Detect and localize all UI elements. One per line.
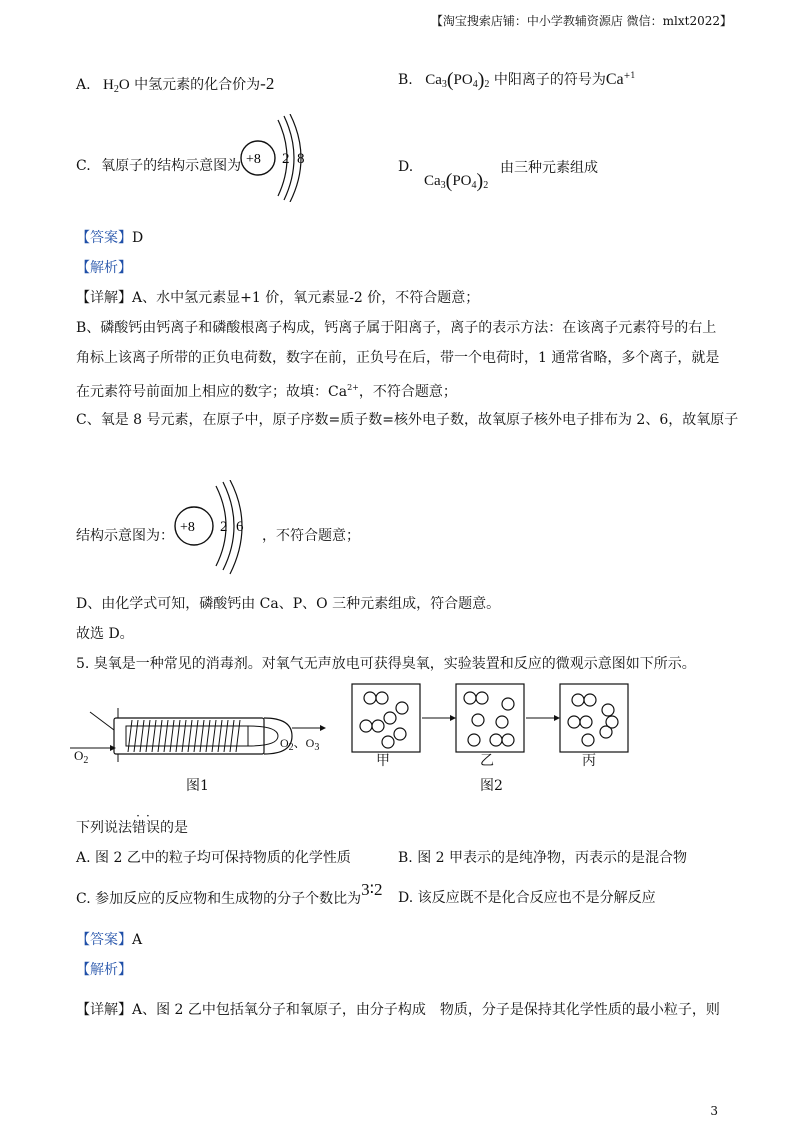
q5-question: 下列说法 ·· 错误的是 xyxy=(76,809,188,836)
svg-text:6: 6 xyxy=(236,519,244,535)
analysis-label-q5: 【解析】 xyxy=(76,962,132,978)
formula-h2o: $H_2O$ xyxy=(103,77,130,95)
option-b: B. $Ca_3(PO_4)_2$ 中阳离子的符号为$Ca^{+1}$ xyxy=(398,69,636,91)
figure-2-micro-diagram xyxy=(350,682,640,754)
q5-option-d: D. 该反应既不是化合反应也不是分解反应 xyxy=(398,890,656,906)
page-number: 3 xyxy=(710,1104,718,1118)
option-d-text: 由三种元素组成 xyxy=(500,160,598,176)
answer-line-q4: 【答案】D xyxy=(76,230,144,246)
q5-stem: 5. 臭氧是一种常见的消毒剂。对氧气无声放电可获得臭氧，实验装置和反应的微观示意图如下所示。 xyxy=(76,656,696,672)
option-c: C. 氧原子的结构示意图为 xyxy=(76,158,242,174)
detail-line-6-end: ，不符合题意； xyxy=(262,528,360,544)
figure-2-caption: 图2 xyxy=(480,778,503,794)
figure-2-label-bing: 丙 xyxy=(582,753,596,769)
detail-line-3: 角标上该离子所带的正负电荷数，数字在前，正负号在后，带一个电荷时，1 通常省略，多个离子，就是 xyxy=(76,350,720,366)
figure-1-outlet-label: $O_2$、$O_3$ xyxy=(280,736,320,753)
q5-option-b: B. 图 2 甲表示的是纯净物，丙表示的是混合物 xyxy=(398,850,687,866)
detail-line-5: C、氧是 8 号元素，在原子中，原子序数=质子数=核外电子数，故氧原子核外电子排布为 2、6，故氧原子 xyxy=(76,412,739,428)
detail-line-2: B、磷酸钙由钙离子和磷酸根离子构成，钙离子属于阳离子，离子的表示方法：在该离子元素符号的右上 xyxy=(76,320,717,336)
header-shop-note: 【淘宝搜索店铺：中小学教辅资源店 微信：mlxt2022】 xyxy=(430,14,732,28)
figure-2-label-jia: 甲 xyxy=(376,753,390,769)
svg-text:2: 2 xyxy=(220,519,228,535)
detail-line-6: 结构示意图为： xyxy=(76,528,174,544)
formula-ca3po42: $Ca_3(PO_4)_2$ xyxy=(425,69,490,91)
q5-detail-line-1: 【详解】A、图 2 乙中包括氧分子和氧原子，由分子构成 物质，分子是保持其化学性质的最小粒子，则 xyxy=(76,1002,720,1018)
q5-option-c: C. 参加反应的反应物和生成物的分子个数比为3∶2 xyxy=(76,880,383,907)
option-a: A. $H_2O$ 中氢元素的化合价为-2 xyxy=(76,74,275,95)
figure-2-label-yi: 乙 xyxy=(480,753,494,769)
figure-1-caption: 图1 xyxy=(186,778,209,794)
detail-line-7: D、由化学式可知，磷酸钙由 Ca、P、O 三种元素组成，符合题意。 xyxy=(76,596,501,612)
formula-ca3po42-d: $Ca_3(PO_4)_2$ xyxy=(424,170,489,192)
oxygen-atom-diagram-correct xyxy=(168,480,258,576)
answer-line-q5: 【答案】A xyxy=(76,932,143,948)
svg-text:+8: +8 xyxy=(246,152,261,167)
svg-text:2: 2 xyxy=(282,151,290,167)
detail-line-1: 【详解】A、水中氢元素显+1 价，氧元素显-2 价，不符合题意； xyxy=(76,290,480,306)
figure-1-inlet-label: $O_2$ xyxy=(74,748,89,766)
analysis-label-q4: 【解析】 xyxy=(76,260,132,276)
q5-option-a: A. 图 2 乙中的粒子均可保持物质的化学性质 xyxy=(76,850,351,866)
svg-text:+8: +8 xyxy=(180,520,195,535)
detail-line-8: 故选 D。 xyxy=(76,626,134,642)
option-d: D. xyxy=(398,159,414,175)
svg-text:8: 8 xyxy=(297,151,305,167)
detail-line-4: 在元素符号前面加上相应的数字；故填：$Ca^{2+}$，不符合题意； xyxy=(76,383,457,400)
oxygen-atom-diagram-wrong xyxy=(232,114,312,202)
